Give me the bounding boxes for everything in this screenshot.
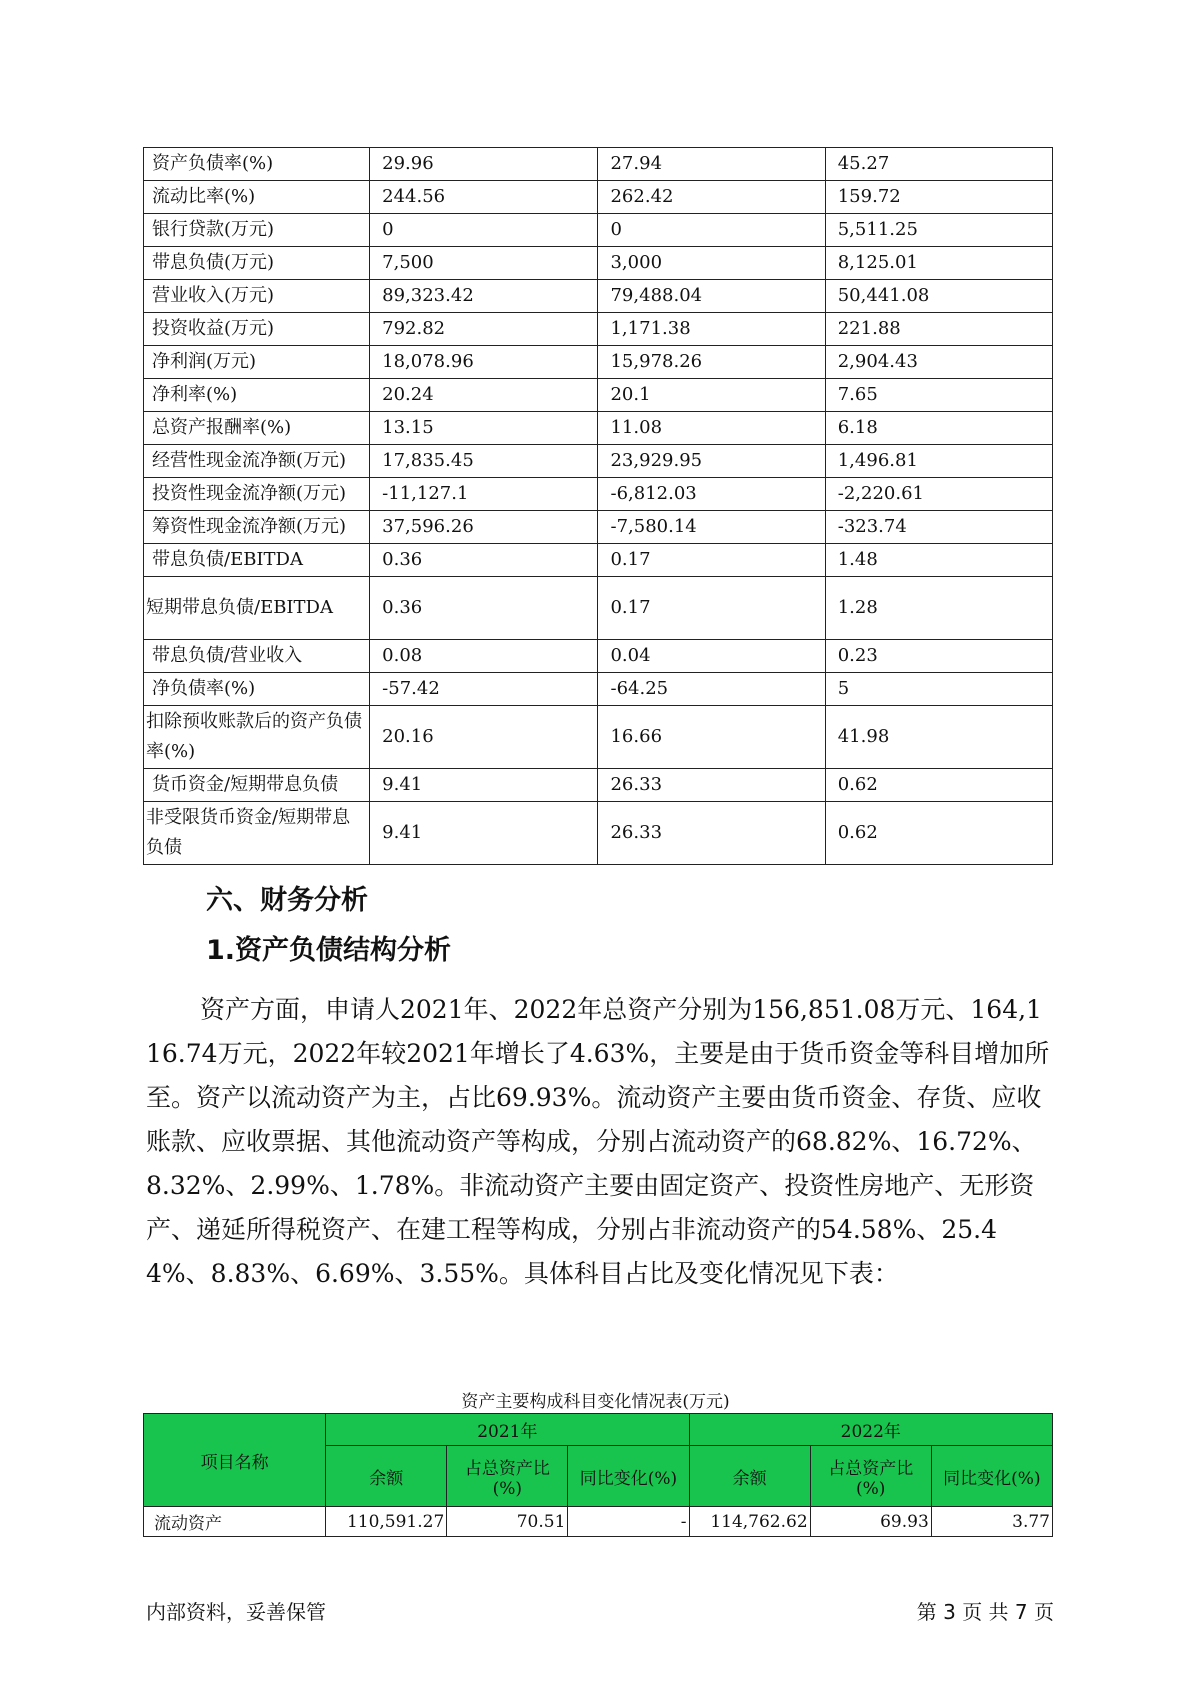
metric-value: 0.08	[370, 640, 598, 673]
header-year-2022: 2022年	[689, 1414, 1052, 1446]
metric-value: 79,488.04	[598, 280, 825, 313]
metric-label: 带息负债/EBITDA	[144, 544, 370, 577]
asset-structure-table	[143, 1413, 1053, 1537]
metric-value: 7.65	[825, 379, 1052, 412]
header-share-line2: (%)	[856, 1478, 886, 1499]
metric-value: 18,078.96	[370, 346, 598, 379]
metric-label: 净利润(万元)	[144, 346, 370, 379]
metric-label: 资产负债率(%)	[144, 148, 370, 181]
header-yoy-2022: 同比变化(%)	[931, 1446, 1052, 1507]
metric-value: 1.28	[825, 577, 1052, 640]
cell-yoy-2021: -	[568, 1507, 689, 1537]
row-name: 流动资产	[144, 1507, 326, 1537]
metric-value: 16.66	[598, 706, 825, 769]
table-row	[144, 478, 1053, 511]
header-item-name: 项目名称	[144, 1414, 326, 1507]
metric-value: -6,812.03	[598, 478, 825, 511]
metric-value: 1,496.81	[825, 445, 1052, 478]
table-row	[144, 511, 1053, 544]
metric-label: 营业收入(万元)	[144, 280, 370, 313]
metric-label: 流动比率(%)	[144, 181, 370, 214]
metric-value: 20.24	[370, 379, 598, 412]
analysis-paragraph: 资产方面，申请人2021年、2022年总资产分别为156,851.08万元、164,116.74万元，2022年较2021年增长了4.63%，主要是由于货币资金等科目增加所至。资产以流动资产为主，占比69.93%。流动资产主要由货币资金、存货、应收账款、应收票据、其他流动资产等构成，分别占流动资产的68.82%、16.72%、8.32%、2.99%、1.78%。非流动资产主要由固定资产、投资性房地产、无形资产、递延所得税资产、在建工程等构成，分别占非流动资产的54.58%、25.44%、8.83%、6.69%、3.55%。具体科目占比及变化情况见下表：	[146, 995, 1050, 1288]
metric-label: 筹资性现金流净额(万元)	[144, 511, 370, 544]
metric-value: -2,220.61	[825, 478, 1052, 511]
metric-value: 0.17	[598, 577, 825, 640]
metric-value: 0	[370, 214, 598, 247]
header-balance-2022: 余额	[689, 1446, 810, 1507]
metric-label: 投资性现金流净额(万元)	[144, 478, 370, 511]
metrics-table-body	[144, 148, 1053, 865]
header-share-line1: 占总资产比	[828, 1458, 914, 1479]
metric-value: 5	[825, 673, 1052, 706]
table-row	[144, 412, 1053, 445]
footer-page-number: 第 3 页 共 7 页	[916, 1600, 1054, 1624]
metric-value: 20.1	[598, 379, 825, 412]
table-row	[144, 673, 1053, 706]
metric-value: 1.48	[825, 544, 1052, 577]
metric-value: 89,323.42	[370, 280, 598, 313]
metric-value: 262.42	[598, 181, 825, 214]
table-row	[144, 1507, 1053, 1537]
metric-value: 17,835.45	[370, 445, 598, 478]
metric-value: 2,904.43	[825, 346, 1052, 379]
metric-value: 37,596.26	[370, 511, 598, 544]
table-row	[144, 214, 1053, 247]
header-share-line2: (%)	[492, 1478, 523, 1499]
footer-confidential: 内部资料，妥善保管	[146, 1600, 326, 1624]
metric-value: 50,441.08	[825, 280, 1052, 313]
metric-label: 短期带息负债/EBITDA	[144, 577, 370, 640]
table-row	[144, 379, 1053, 412]
metric-value: 26.33	[598, 769, 825, 802]
cell-share-2021: 70.51	[447, 1507, 568, 1537]
table-row	[144, 148, 1053, 181]
header-share-2022	[810, 1446, 931, 1507]
cell-balance-2022: 114,762.62	[689, 1507, 810, 1537]
metric-label: 扣除预收账款后的资产负债率(%)	[144, 706, 370, 769]
metric-value: 20.16	[370, 706, 598, 769]
metric-value: 221.88	[825, 313, 1052, 346]
metric-value: 0.04	[598, 640, 825, 673]
metric-value: 0.23	[825, 640, 1052, 673]
table-row	[144, 445, 1053, 478]
metric-value: 3,000	[598, 247, 825, 280]
metric-value: 9.41	[370, 802, 598, 865]
table-row	[144, 640, 1053, 673]
metric-value: 0	[598, 214, 825, 247]
financial-metrics-table	[143, 147, 1053, 865]
table-row	[144, 577, 1053, 640]
header-yoy-2021: 同比变化(%)	[568, 1446, 689, 1507]
metric-value: 6.18	[825, 412, 1052, 445]
metric-label: 净利率(%)	[144, 379, 370, 412]
metric-label: 货币资金/短期带息负债	[144, 769, 370, 802]
table-row	[144, 706, 1053, 769]
table-row	[144, 181, 1053, 214]
metric-value: 26.33	[598, 802, 825, 865]
metric-value: -323.74	[825, 511, 1052, 544]
metric-value: 0.62	[825, 769, 1052, 802]
table-row	[144, 346, 1053, 379]
metric-value: -57.42	[370, 673, 598, 706]
metric-value: 792.82	[370, 313, 598, 346]
metric-label: 投资收益(万元)	[144, 313, 370, 346]
cell-balance-2021: 110,591.27	[326, 1507, 447, 1537]
header-share-line1: 占总资产比	[464, 1458, 550, 1479]
metric-value: 0.36	[370, 577, 598, 640]
metric-value: 0.17	[598, 544, 825, 577]
table-row	[144, 280, 1053, 313]
metric-value: 9.41	[370, 769, 598, 802]
metric-label: 非受限货币资金/短期带息负债	[144, 802, 370, 865]
metric-label: 银行贷款(万元)	[144, 214, 370, 247]
metric-value: 13.15	[370, 412, 598, 445]
header-year-2021: 2021年	[326, 1414, 689, 1446]
metric-value: 45.27	[825, 148, 1052, 181]
header-share-2021	[447, 1446, 568, 1507]
metric-value: 0.62	[825, 802, 1052, 865]
metric-value: 244.56	[370, 181, 598, 214]
metric-value: -11,127.1	[370, 478, 598, 511]
metric-label: 带息负债(万元)	[144, 247, 370, 280]
metric-label: 带息负债/营业收入	[144, 640, 370, 673]
table-row	[144, 769, 1053, 802]
metric-value: 41.98	[825, 706, 1052, 769]
cell-share-2022: 69.93	[810, 1507, 931, 1537]
metric-label: 净负债率(%)	[144, 673, 370, 706]
table-row	[144, 544, 1053, 577]
section-heading: 六、财务分析	[206, 885, 368, 916]
table-row	[144, 247, 1053, 280]
metric-value: -7,580.14	[598, 511, 825, 544]
table-row	[144, 802, 1053, 865]
metric-value: 8,125.01	[825, 247, 1052, 280]
metric-value: -64.25	[598, 673, 825, 706]
table-row	[144, 313, 1053, 346]
metric-value: 7,500	[370, 247, 598, 280]
metric-value: 11.08	[598, 412, 825, 445]
metric-value: 1,171.38	[598, 313, 825, 346]
cell-yoy-2022: 3.77	[931, 1507, 1052, 1537]
table-caption: 资产主要构成科目变化情况表(万元)	[461, 1392, 730, 1412]
metric-value: 159.72	[825, 181, 1052, 214]
metric-value: 15,978.26	[598, 346, 825, 379]
metric-label: 总资产报酬率(%)	[144, 412, 370, 445]
metric-value: 5,511.25	[825, 214, 1052, 247]
metric-value: 23,929.95	[598, 445, 825, 478]
header-balance-2021: 余额	[326, 1446, 447, 1507]
metric-label: 经营性现金流净额(万元)	[144, 445, 370, 478]
sub-heading: 1.资产负债结构分析	[206, 935, 452, 966]
metric-value: 29.96	[370, 148, 598, 181]
metric-value: 27.94	[598, 148, 825, 181]
metric-value: 0.36	[370, 544, 598, 577]
